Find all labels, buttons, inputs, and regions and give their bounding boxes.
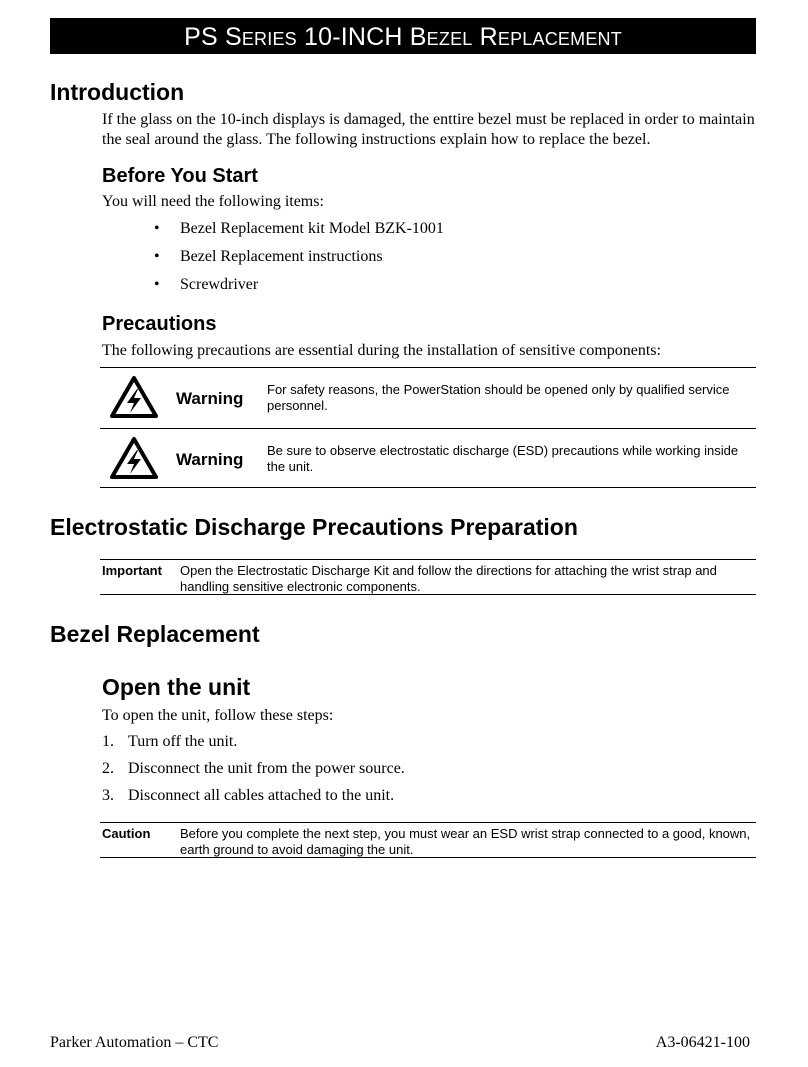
divider — [100, 594, 756, 595]
list-item — [102, 787, 394, 805]
open-unit-heading: Open the unit — [102, 674, 251, 700]
step-text: Disconnect the unit from the power source. — [128, 760, 405, 777]
step-number: 1. — [102, 733, 114, 750]
caution-note — [100, 824, 756, 856]
list-item — [154, 220, 444, 238]
warning-row — [100, 369, 756, 427]
step-number: 2. — [102, 760, 114, 777]
important-label: Important — [102, 563, 162, 578]
divider — [100, 367, 756, 368]
introduction-heading: Introduction — [50, 79, 185, 105]
warning-label: Warning — [176, 450, 244, 469]
bezel-replacement-heading: Bezel Replacement — [50, 621, 260, 647]
important-note — [100, 561, 756, 593]
page-title: PS Series 10-INCH Bezel Replacement — [50, 18, 756, 54]
list-item-text: Screwdriver — [180, 276, 259, 293]
footer-doc-number: A3-06421-100 — [655, 1034, 750, 1051]
important-text: Open the Electrostatic Discharge Kit and follow the directions for attaching the wrist strap and handling sensitive electronic components. — [180, 563, 717, 594]
open-unit-intro: To open the unit, follow these steps: — [102, 707, 334, 724]
divider — [100, 487, 756, 488]
warning-text: Be sure to observe electrostatic discharge (ESD) precautions while working inside the unit. — [267, 443, 739, 474]
caution-text: Before you complete the next step, you must wear an ESD wrist strap connected to a good, known, earth ground to avoid damaging the unit. — [180, 826, 751, 857]
list-item — [154, 276, 258, 294]
step-text: Disconnect all cables attached to the unit. — [128, 787, 395, 804]
bullet-icon: • — [154, 220, 160, 237]
footer-company: Parker Automation – CTC — [50, 1034, 219, 1051]
divider — [100, 559, 756, 560]
precautions-heading: Precautions — [102, 313, 217, 335]
warning-text: For safety reasons, the PowerStation should be opened only by qualified service personnel. — [267, 382, 730, 413]
list-item — [102, 733, 237, 751]
high-voltage-warning-icon — [110, 375, 158, 419]
divider — [100, 428, 756, 429]
bullet-icon: • — [154, 276, 160, 293]
divider — [100, 857, 756, 858]
list-item — [102, 760, 405, 778]
high-voltage-warning-icon — [110, 436, 158, 480]
list-item-text: Bezel Replacement instructions — [180, 248, 383, 265]
bullet-icon: • — [154, 248, 160, 265]
step-text: Turn off the unit. — [128, 733, 238, 750]
esd-heading: Electrostatic Discharge Precautions Preparation — [50, 514, 578, 540]
warning-label: Warning — [176, 389, 244, 408]
before-you-start-intro: You will need the following items: — [102, 193, 324, 210]
step-number: 3. — [102, 787, 114, 804]
divider — [100, 822, 756, 823]
warning-row — [100, 430, 756, 488]
before-you-start-heading: Before You Start — [102, 165, 258, 187]
list-item — [154, 248, 383, 266]
introduction-body: If the glass on the 10-inch displays is damaged, the enttire bezel must be replaced in order to maintain the seal around the glass. The following instructions explain how to replace the bezel. — [102, 111, 755, 148]
precautions-intro: The following precautions are essential during the installation of sensitive components: — [102, 342, 661, 359]
list-item-text: Bezel Replacement kit Model BZK-1001 — [180, 220, 444, 237]
caution-label: Caution — [102, 826, 151, 841]
